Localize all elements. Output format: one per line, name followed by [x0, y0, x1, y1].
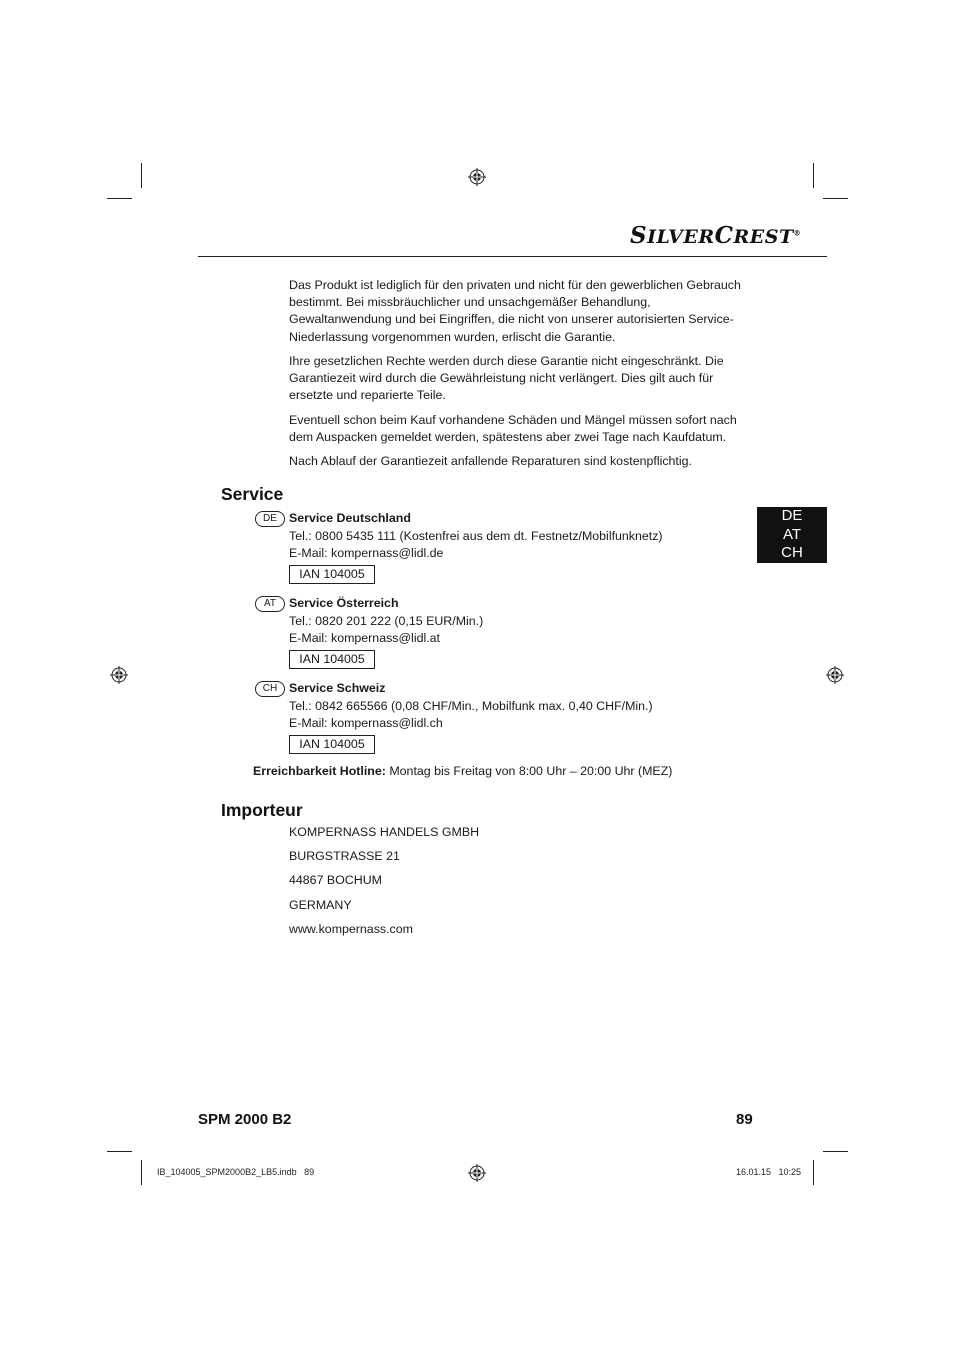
hotline-hours: Montag bis Freitag von 8:00 Uhr – 20:00 Uhr (MEZ): [385, 764, 673, 778]
registration-mark-icon: [468, 168, 486, 186]
hotline-label: Erreichbarkeit Hotline:: [253, 764, 386, 778]
importer-company: KOMPERNASS HANDELS GMBH: [289, 825, 480, 839]
language-tab-item: DE: [781, 507, 803, 524]
ian-box: IAN 104005: [289, 650, 375, 669]
crop-mark: [107, 1151, 132, 1152]
hotline-info: [253, 764, 672, 778]
print-slug-file: IB_104005_SPM2000B2_LB5.indb 89: [157, 1167, 315, 1177]
registration-mark-icon: [110, 666, 128, 684]
warranty-paragraph: Eventuell schon beim Kauf vorhandene Schäden und Mängel müssen sofort nach dem Auspacken gemeldet werden, spätestens aber zwei Tage nach Kaufdatum.: [289, 413, 737, 445]
language-tab-item: AT: [782, 525, 802, 543]
crop-mark: [813, 1160, 814, 1185]
page-number: 89: [736, 1111, 753, 1128]
country-badge-de: DE: [255, 511, 285, 527]
service-entry-de: [289, 510, 663, 563]
importer-city: 44867 BOCHUM: [289, 873, 382, 887]
crop-mark: [823, 1151, 848, 1152]
importer-heading: Importeur: [221, 800, 303, 820]
header-rule: [198, 256, 827, 257]
service-title: Service Deutschland: [289, 511, 411, 525]
importer-country: GERMANY: [289, 898, 352, 912]
brand-logo: [630, 222, 801, 249]
service-title: Service Schweiz: [289, 681, 386, 695]
crop-mark: [141, 1160, 142, 1185]
service-email: E-Mail: kompernass@lidl.ch: [289, 716, 443, 730]
model-number: SPM 2000 B2: [198, 1111, 292, 1128]
ian-box: IAN 104005: [289, 565, 375, 584]
brand-letter: C: [714, 222, 734, 249]
country-badge-at: AT: [255, 596, 285, 612]
registration-mark-icon: [468, 1164, 486, 1182]
importer-website: www.kompernass.com: [289, 922, 413, 936]
service-phone: Tel.: 0842 665566 (0,08 CHF/Min., Mobilfunk max. 0,40 CHF/Min.): [289, 698, 653, 713]
brand-registered-mark: ®: [793, 228, 802, 238]
service-phone: Tel.: 0800 5435 111 (Kostenfrei aus dem dt. Festnetz/Mobilfunknetz): [289, 528, 663, 543]
service-heading: Service: [221, 484, 284, 504]
language-tab-item: CH: [781, 544, 803, 561]
warranty-paragraph: Nach Ablauf der Garantiezeit anfallende Reparaturen sind kostenpflichtig.: [289, 454, 692, 468]
brand-text: REST: [733, 226, 794, 248]
crop-mark: [813, 163, 814, 188]
service-email: E-Mail: kompernass@lidl.de: [289, 546, 444, 560]
crop-mark: [107, 198, 132, 199]
brand-text: ILVER: [647, 226, 715, 248]
ian-box: IAN 104005: [289, 735, 375, 754]
country-badge-ch: CH: [255, 681, 285, 697]
service-phone: Tel.: 0820 201 222 (0,15 EUR/Min.): [289, 613, 484, 628]
service-entry-at: [289, 595, 483, 648]
crop-mark: [141, 163, 142, 188]
warranty-paragraph: Das Produkt ist lediglich für den privaten und nicht für den gewerblichen Gebrauch bestimmt. Bei missbräuchlicher und unsachgemäßer Behandlung, Gewaltanwendung und bei Eingriffen, die nicht von unserer autorisierten Service-Niederlassung vorgenommen wurden, erlischt die Garantie.: [289, 278, 741, 344]
warranty-paragraph: Ihre gesetzlichen Rechte werden durch diese Garantie nicht eingeschränkt. Die Garantiezeit wird durch die Gewährleistung nicht verlängert. Dies gilt auch für ersetzte und reparierte Teile.: [289, 354, 724, 403]
service-entry-ch: [289, 680, 653, 733]
importer-street: BURGSTRASSE 21: [289, 849, 400, 863]
print-slug-date: 16.01.15 10:25: [736, 1167, 802, 1177]
service-title: Service Österreich: [289, 596, 399, 610]
brand-letter: S: [630, 222, 648, 249]
registration-mark-icon: [826, 666, 844, 684]
crop-mark: [823, 198, 848, 199]
language-tab: [757, 507, 827, 563]
service-email: E-Mail: kompernass@lidl.at: [289, 631, 440, 645]
